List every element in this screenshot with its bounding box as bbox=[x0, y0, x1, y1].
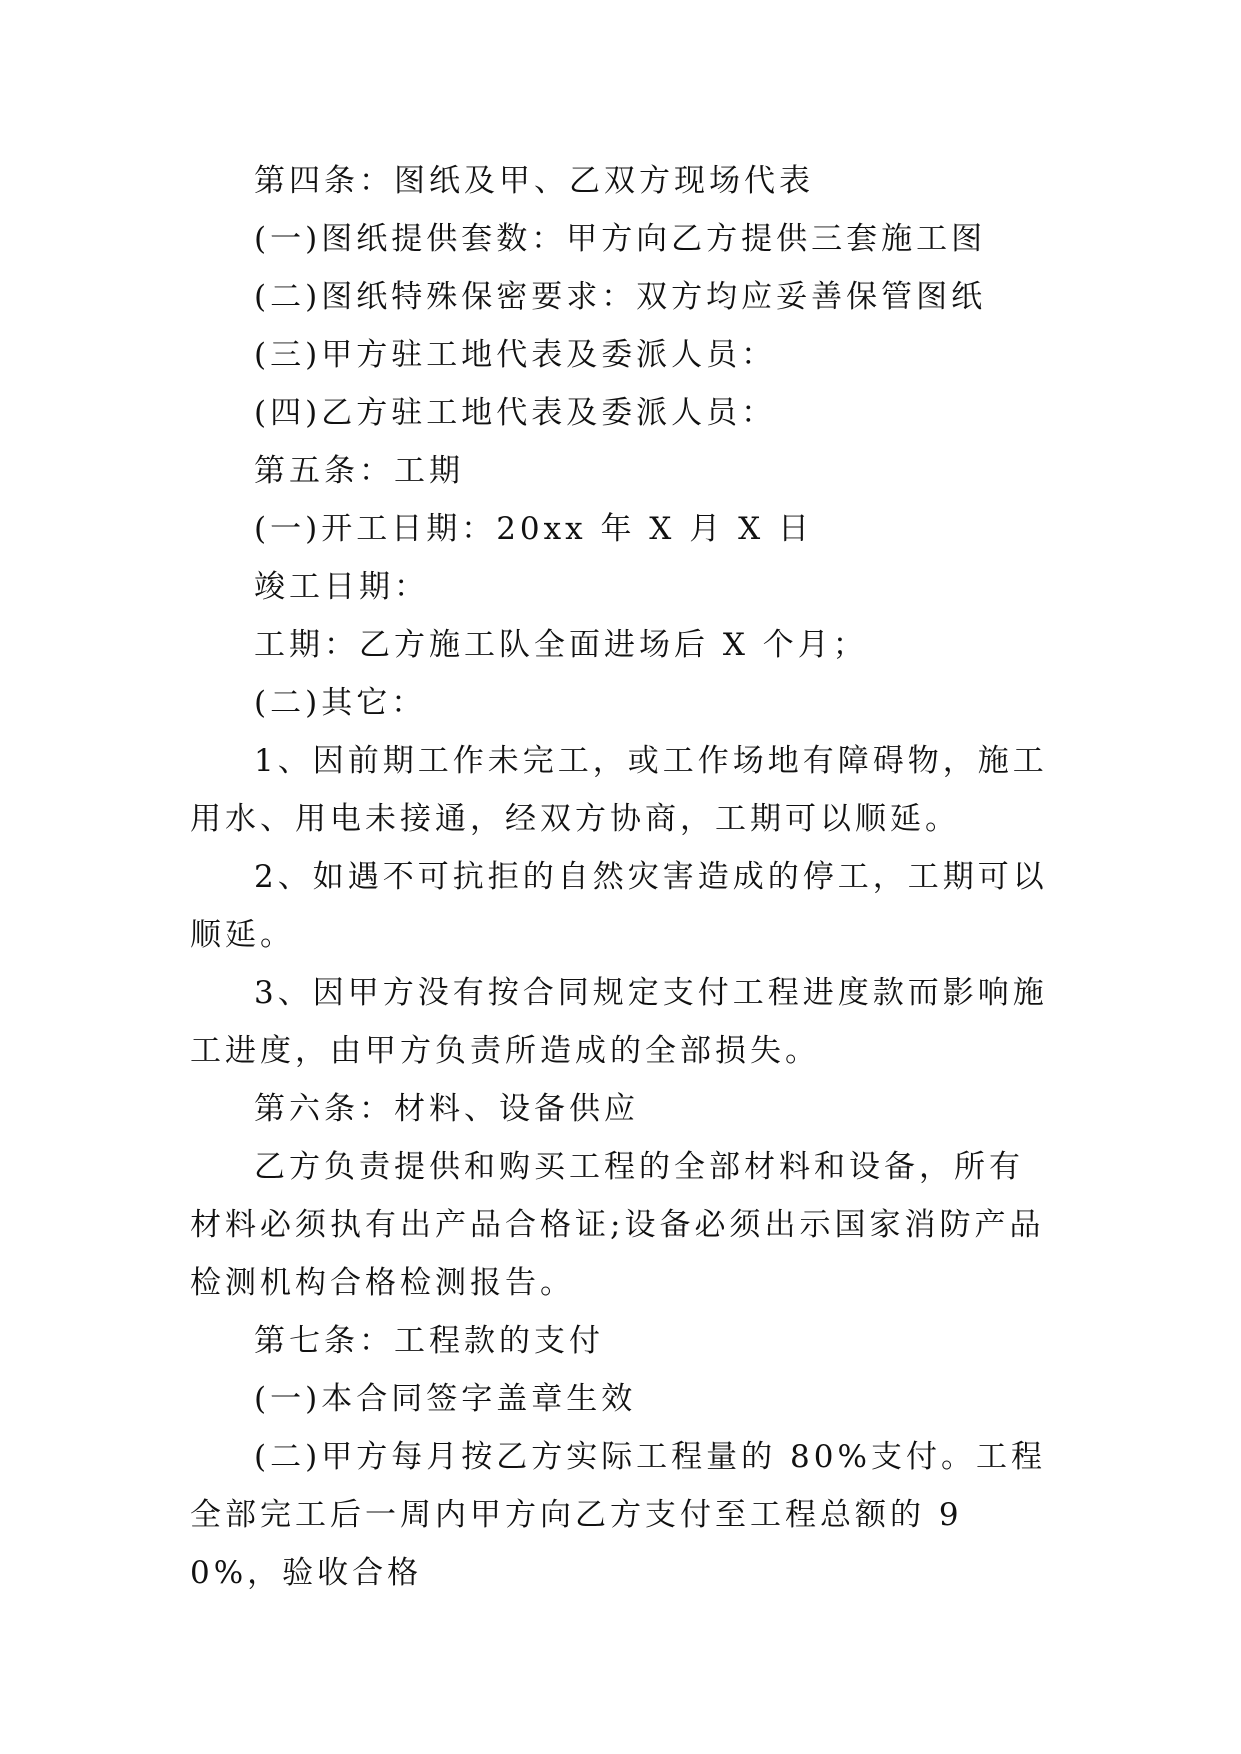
party-b-representative-clause: (四)乙方驻工地代表及委派人员： bbox=[254, 395, 777, 431]
payment-clause: (二)甲方每月按乙方实际工程量的 80%支付。工程全部完工后一周内甲方向乙方支付至工程总额的 90%，验收合格 bbox=[190, 1439, 1046, 1591]
start-date-clause: (一)开工日期：20xx 年 X 月 X 日 bbox=[254, 511, 814, 547]
contract-effective-clause: (一)本合同签字盖章生效 bbox=[254, 1381, 637, 1417]
delay-item-3: 3、因甲方没有按合同规定支付工程进度款而影响施工进度，由甲方负责所造成的全部损失。 bbox=[190, 975, 1048, 1069]
article-6-heading: 第六条：材料、设备供应 bbox=[254, 1091, 639, 1127]
completion-date-clause: 竣工日期： bbox=[254, 569, 429, 605]
duration-clause: 工期：乙方施工队全面进场后 X 个月； bbox=[254, 627, 868, 663]
drawing-confidentiality-clause: (二)图纸特殊保密要求：双方均应妥善保管图纸 bbox=[254, 279, 987, 315]
party-a-representative-clause: (三)甲方驻工地代表及委派人员： bbox=[254, 337, 777, 373]
article-4-heading: 第四条：图纸及甲、乙双方现场代表 bbox=[254, 163, 814, 199]
article-7-heading: 第七条：工程款的支付 bbox=[254, 1323, 604, 1359]
materials-clause: 乙方负责提供和购买工程的全部材料和设备，所有材料必须执有出产品合格证;设备必须出示国家消防产品检测机构合格检测报告。 bbox=[190, 1149, 1045, 1301]
delay-item-1: 1、因前期工作未完工，或工作场地有障碍物，施工用水、用电未接通，经双方协商，工期可以顺延。 bbox=[190, 743, 1048, 837]
article-5-heading: 第五条：工期 bbox=[254, 453, 464, 489]
drawing-copies-clause: (一)图纸提供套数：甲方向乙方提供三套施工图 bbox=[254, 221, 987, 257]
document-body bbox=[190, 152, 1050, 1602]
other-heading: (二)其它： bbox=[254, 685, 427, 721]
delay-item-2: 2、如遇不可抗拒的自然灾害造成的停工，工期可以顺延。 bbox=[190, 859, 1048, 953]
